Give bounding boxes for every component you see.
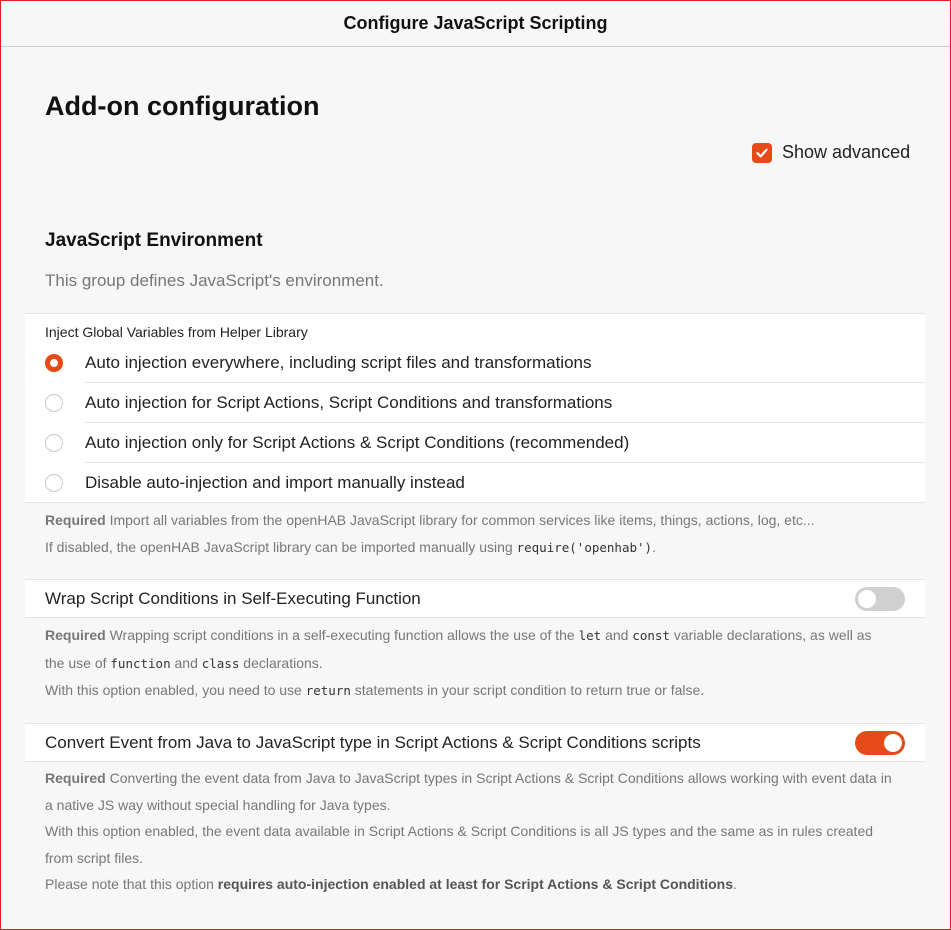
help-text: a native JS way without special handling for Java types. — [45, 796, 391, 813]
code-snippet: let — [578, 628, 602, 643]
help-text: variable declarations, as well as — [673, 627, 872, 643]
radio-option-actions-conditions-transformations[interactable] — [25, 383, 925, 423]
radio-option-everywhere[interactable] — [25, 343, 925, 383]
help-text: the use of — [45, 654, 107, 671]
toggle-knob — [858, 590, 876, 608]
help-emphasis: requires auto-injection enabled at least for Script Actions & Script Conditions — [217, 876, 734, 892]
help-text: Wrapping script conditions in a self-executing function allows the use of the — [109, 627, 575, 643]
convert-event-row — [25, 723, 925, 762]
help-text: from script files. — [45, 849, 144, 866]
radio-option-label: Auto injection everywhere, including script files and transformations — [85, 353, 592, 372]
help-text: With this option enabled, you need to use — [45, 682, 302, 698]
help-punct: . — [652, 538, 656, 555]
page-title: Add-on configuration — [45, 91, 320, 121]
radio-unselected-icon[interactable] — [45, 434, 63, 452]
group-description: This group defines JavaScript's environment. — [45, 271, 384, 290]
inject-globals-card — [25, 313, 925, 503]
wrap-conditions-label: Wrap Script Conditions in Self-Executing Function — [45, 588, 421, 608]
radio-option-disable[interactable] — [25, 463, 925, 503]
wrap-help-text — [45, 622, 926, 705]
code-snippet: return — [305, 683, 351, 698]
required-label: Required — [45, 770, 106, 786]
checkmark-icon[interactable] — [752, 143, 772, 163]
inject-help-text — [45, 507, 926, 561]
radio-unselected-icon[interactable] — [45, 394, 63, 412]
radio-option-label: Auto injection for Script Actions, Script Conditions and transformations — [85, 393, 613, 412]
group-title: JavaScript Environment — [45, 230, 263, 251]
help-text: Please note that this option — [45, 876, 214, 892]
convert-event-label: Convert Event from Java to JavaScript type in Script Actions & Script Conditions scripts — [45, 732, 701, 752]
code-snippet: const — [632, 628, 670, 643]
convert-help-text — [45, 765, 926, 898]
required-label: Required — [45, 512, 106, 528]
convert-event-toggle[interactable] — [855, 731, 905, 755]
radio-unselected-icon[interactable] — [45, 474, 63, 492]
wrap-conditions-row — [25, 579, 925, 618]
required-label: Required — [45, 627, 106, 643]
show-advanced-checkbox[interactable] — [752, 142, 910, 163]
show-advanced-label: Show advanced — [782, 142, 911, 162]
code-snippet: function — [110, 655, 171, 671]
radio-option-actions-conditions-only[interactable] — [25, 423, 925, 463]
help-text: With this option enabled, the event data available in Script Actions & Script Conditions is all JS types and the same as in rules created — [45, 823, 874, 839]
help-line: Import all variables from the openHAB JavaScript library for common services like items, things, actions, log, etc... — [109, 512, 815, 528]
help-text: and — [174, 654, 198, 671]
wrap-conditions-toggle[interactable] — [855, 587, 905, 611]
help-text: Converting the event data from Java to JavaScript types in Script Actions & Script Conditions allows working with event data in — [109, 770, 892, 786]
help-text: statements in your script condition to return true or false. — [354, 682, 705, 698]
help-line: If disabled, the openHAB JavaScript library can be imported manually using — [45, 538, 513, 555]
dialog-title: Configure JavaScript Scripting — [0, 0, 951, 47]
code-snippet: class — [201, 655, 240, 671]
help-punct: . — [733, 876, 737, 892]
code-snippet: require('openhab') — [516, 539, 653, 555]
help-text: declarations. — [243, 654, 323, 671]
radio-option-label: Auto injection only for Script Actions & Script Conditions (recommended) — [85, 433, 630, 452]
radio-selected-icon[interactable] — [45, 354, 63, 372]
radio-option-label: Disable auto-injection and import manually instead — [85, 473, 465, 492]
inject-globals-label: Inject Global Variables from Helper Library — [45, 324, 308, 340]
toggle-knob — [884, 734, 902, 752]
help-text: and — [605, 627, 629, 643]
